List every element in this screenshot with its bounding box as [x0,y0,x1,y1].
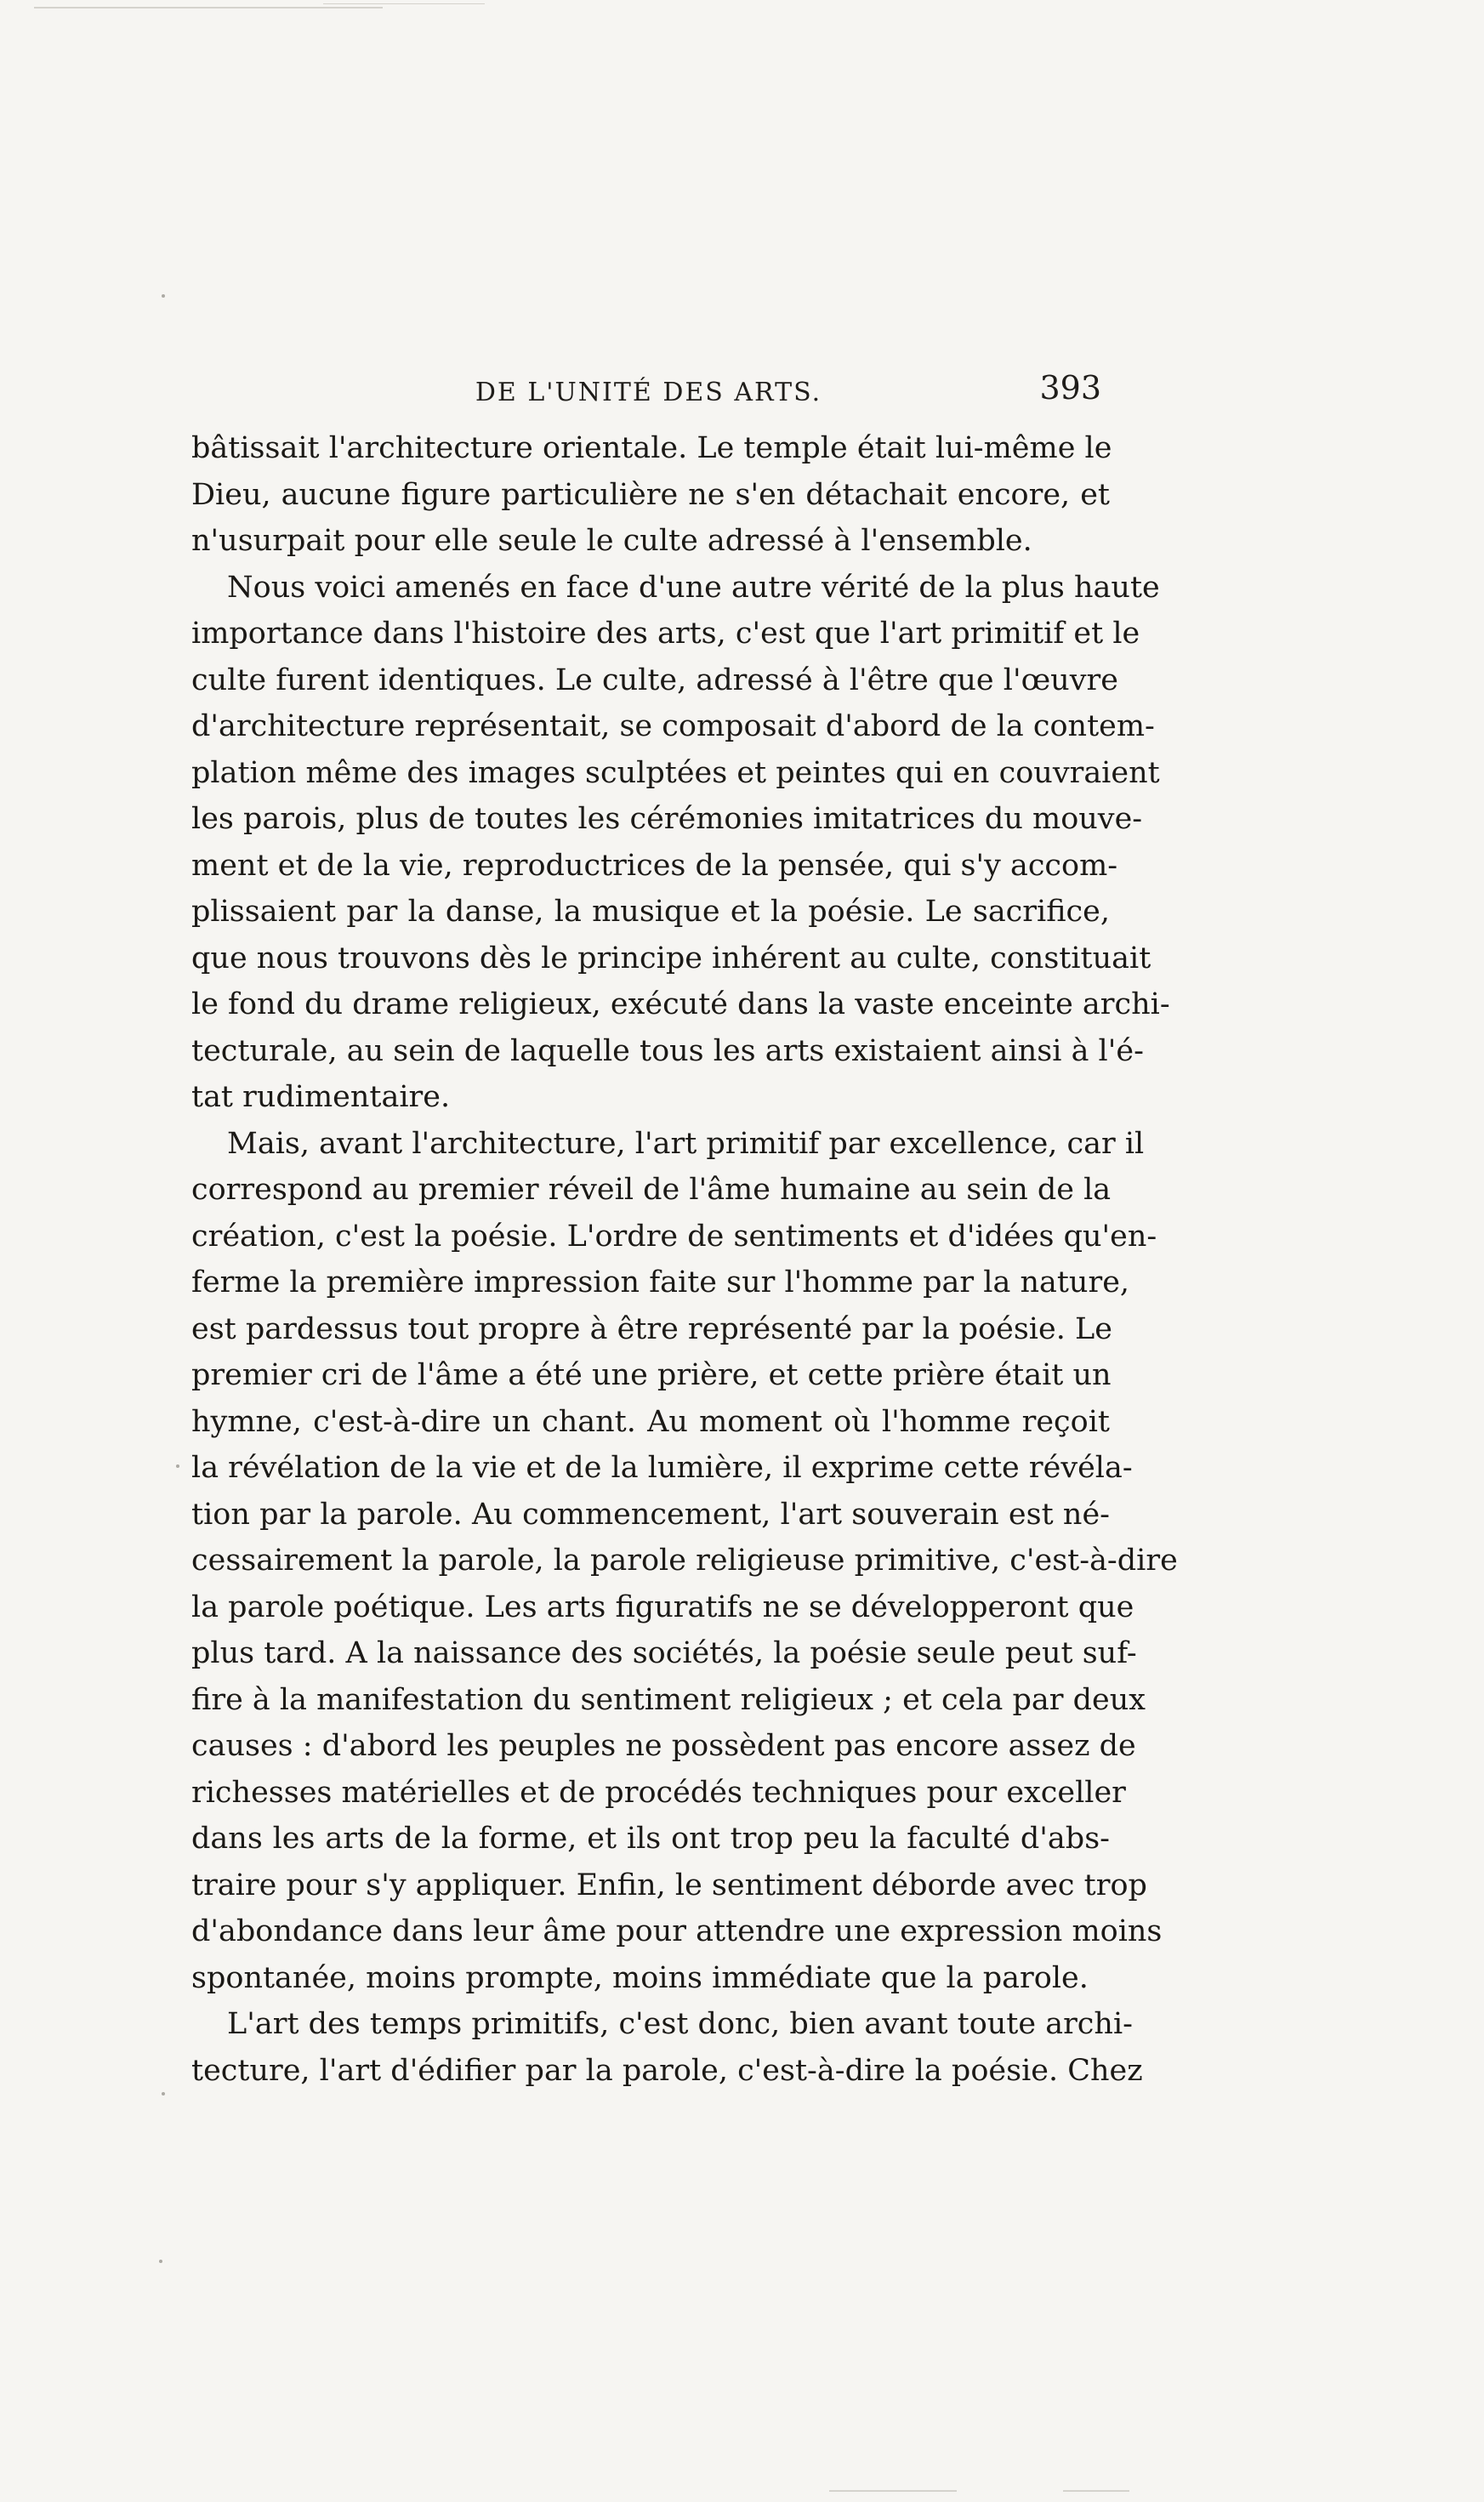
text-line: importance dans l'histoire des arts, c'est que l'art primitif et le [191,617,1140,651]
text-line: les parois, plus de toutes les cérémonies imitatrices du mouve- [191,802,1143,836]
bottom-scan-artifact [1063,2490,1129,2492]
page-header [196,369,1101,420]
page-speck [162,2092,165,2095]
text-line: est pardessus tout propre à être représenté par la poésie. Le [191,1311,1112,1346]
text-line: bâtissait l'architecture orientale. Le temple était lui-même le [191,431,1112,465]
running-head: DE L'UNITÉ DES ARTS. [475,378,822,407]
text-line: que nous trouvons dès le principe inhérent au culte, constituait [191,941,1151,975]
page-speck [176,1464,179,1468]
text-line: plus tard. A la naissance des sociétés, la poésie seule peut suf- [191,1636,1137,1670]
text-line: création, c'est la poésie. L'ordre de sentiments et d'idées qu'en- [191,1219,1157,1254]
top-scan-artifact [34,7,383,9]
text-line: cessairement la parole, la parole religieuse primitive, c'est-à-dire [191,1544,1178,1578]
text-line: la parole poétique. Les arts figuratifs ne se développeront que [191,1589,1134,1624]
text-line: traire pour s'y appliquer. Enfin, le sentiment déborde avec trop [191,1868,1147,1902]
body-text [191,425,1178,2094]
text-line: Mais, avant l'architecture, l'art primitif par excellence, car il [227,1126,1145,1161]
text-line: tecture, l'art d'édifier par la parole, c'est-à-dire la poésie. Chez [191,2053,1143,2088]
text-line: Dieu, aucune figure particulière ne s'en détachait encore, et [191,477,1110,512]
text-line: plation même des images sculptées et peintes qui en couvraient [191,755,1160,790]
bottom-scan-artifact [829,2490,957,2492]
text-line: fire à la manifestation du sentiment religieux ; et cela par deux [191,1682,1146,1717]
page-speck [159,2260,162,2263]
text-line: plissaient par la danse, la musique et la poésie. Le sacrifice, [191,895,1110,929]
text-line: premier cri de l'âme a été une prière, et cette prière était un [191,1358,1112,1392]
text-line: Nous voici amenés en face d'une autre vérité de la plus haute [227,570,1160,605]
text-line: correspond au premier réveil de l'âme humaine au sein de la [191,1173,1112,1207]
text-line: ment et de la vie, reproductrices de la pensée, qui s'y accom- [191,848,1118,883]
text-line: culte furent identiques. Le culte, adressé à l'être que l'œuvre [191,662,1118,697]
text-line: causes : d'abord les peuples ne possèdent pas encore assez de [191,1729,1136,1763]
page-number: 393 [1039,369,1101,407]
text-line: L'art des temps primitifs, c'est donc, bien avant toute archi- [227,2007,1133,2041]
text-line: ferme la première impression faite sur l'homme par la nature, [191,1265,1130,1299]
text-line: d'abondance dans leur âme pour attendre une expression moins [191,1914,1163,1948]
text-line: richesses matérielles et de procédés techniques pour exceller [191,1775,1126,1810]
text-line: hymne, c'est-à-dire un chant. Au moment où l'homme reçoit [191,1404,1110,1439]
text-line: spontanée, moins prompte, moins immédiate que la parole. [191,1960,1089,1995]
text-line: tion par la parole. Au commencement, l'art souverain est né- [191,1497,1110,1532]
page-speck [162,294,165,298]
top-scan-artifact [323,3,485,4]
text-line: tat rudimentaire. [191,1080,451,1114]
text-line: tecturale, au sein de laquelle tous les arts existaient ainsi à l'é- [191,1033,1144,1068]
text-line: le fond du drame religieux, exécuté dans la vaste enceinte archi- [191,987,1170,1021]
text-line: d'architecture représentait, se composait d'abord de la contem- [191,709,1155,743]
text-line: dans les arts de la forme, et ils ont trop peu la faculté d'abs- [191,1822,1110,1856]
text-line: la révélation de la vie et de la lumière, il exprime cette révéla- [191,1451,1133,1485]
text-line: n'usurpait pour elle seule le culte adressé à l'ensemble. [191,524,1032,558]
